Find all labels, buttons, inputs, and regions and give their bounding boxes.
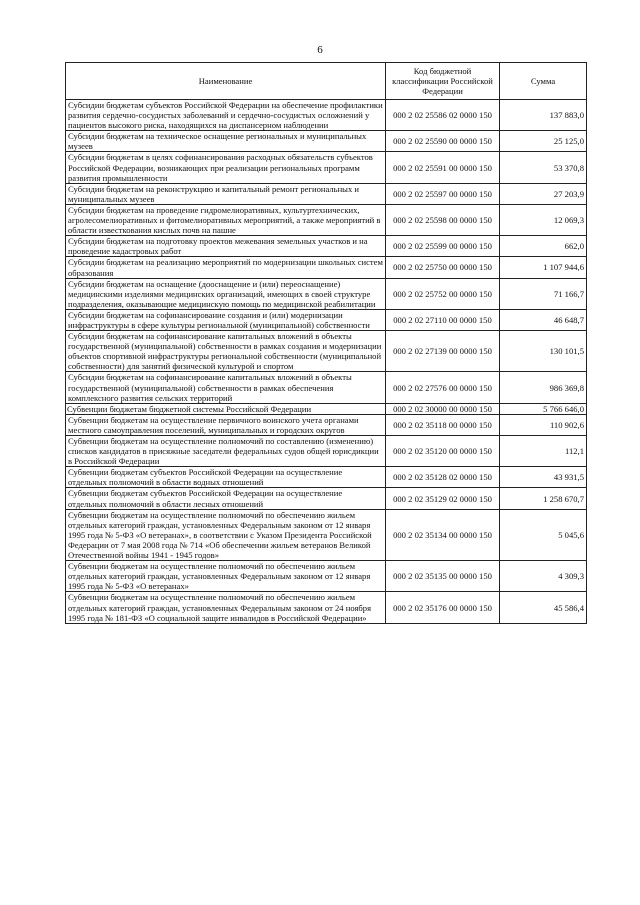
cell-code: 000 2 02 27139 00 0000 150 — [386, 331, 500, 372]
cell-sum: 4 309,3 — [500, 561, 587, 592]
table-body — [66, 100, 587, 624]
cell-sum: 71 166,7 — [500, 278, 587, 309]
table-row — [66, 331, 587, 372]
cell-sum: 112,1 — [500, 436, 587, 467]
header-row — [66, 63, 587, 100]
cell-code: 000 2 02 35176 00 0000 150 — [386, 592, 500, 623]
cell-code: 000 2 02 25750 00 0000 150 — [386, 257, 500, 278]
cell-code: 000 2 02 27110 00 0000 150 — [386, 309, 500, 330]
cell-sum: 986 369,8 — [500, 372, 587, 403]
table-header — [66, 63, 587, 100]
cell-code: 000 2 02 30000 00 0000 150 — [386, 403, 500, 414]
table-row — [66, 372, 587, 403]
cell-name: Субсидии бюджетам на реализацию мероприятий по модернизации школьных систем образования — [66, 257, 386, 278]
cell-sum: 45 586,4 — [500, 592, 587, 623]
cell-name: Субсидии бюджетам на софинансирование капитальных вложений в объекты государственной (муниципальной) собственности в рамках создания и модернизации объектов спортивной инфраструктуры региональной собственности (муниципальной собственности) для занятий физической культурой и спортом — [66, 331, 386, 372]
cell-sum: 12 069,3 — [500, 204, 587, 235]
cell-name: Субсидии бюджетам на техническое оснащение региональных и муниципальных музеев — [66, 131, 386, 152]
cell-sum: 25 125,0 — [500, 131, 587, 152]
cell-code: 000 2 02 27576 00 0000 150 — [386, 372, 500, 403]
table-row — [66, 100, 587, 131]
cell-name: Субвенции бюджетам субъектов Российской Федерации на осуществление отдельных полномочий в области лесных отношений — [66, 488, 386, 509]
budget-table — [65, 62, 587, 624]
cell-name: Субсидии бюджетам на проведение гидромелиоративных, культуртехнических, агролесомелиоративных и фитомелиоративных мероприятий, а также мероприятий в области известкования кислых почв на пашне — [66, 204, 386, 235]
table-row — [66, 467, 587, 488]
table-row — [66, 278, 587, 309]
cell-code: 000 2 02 25597 00 0000 150 — [386, 183, 500, 204]
table-row — [66, 509, 587, 560]
table-row — [66, 436, 587, 467]
table-row — [66, 309, 587, 330]
table-row-subtotal — [66, 403, 587, 414]
table-row — [66, 236, 587, 257]
cell-code: 000 2 02 35134 00 0000 150 — [386, 509, 500, 560]
table-row — [66, 257, 587, 278]
table-row — [66, 488, 587, 509]
cell-sum: 46 648,7 — [500, 309, 587, 330]
cell-sum: 137 883,0 — [500, 100, 587, 131]
cell-sum: 43 931,5 — [500, 467, 587, 488]
cell-name: Субсидии бюджетам на реконструкцию и капитальный ремонт региональных и муниципальных музеев — [66, 183, 386, 204]
table-row — [66, 204, 587, 235]
table-row — [66, 414, 587, 435]
cell-code: 000 2 02 35118 00 0000 150 — [386, 414, 500, 435]
cell-code: 000 2 02 35129 02 0000 150 — [386, 488, 500, 509]
cell-name: Субсидии бюджетам на софинансирование создания и (или) модернизации инфраструктуры в сфере культуры региональной (муниципальной) собственности — [66, 309, 386, 330]
cell-sum: 1 258 670,7 — [500, 488, 587, 509]
cell-sum: 662,0 — [500, 236, 587, 257]
cell-code: 000 2 02 25599 00 0000 150 — [386, 236, 500, 257]
cell-name: Субвенции бюджетам субъектов Российской Федерации на осуществление отдельных полномочий в области водных отношений — [66, 467, 386, 488]
table-row — [66, 131, 587, 152]
table-row — [66, 592, 587, 623]
table-row — [66, 183, 587, 204]
cell-code: 000 2 02 35128 02 0000 150 — [386, 467, 500, 488]
cell-name: Субсидии бюджетам в целях софинансирования расходных обязательств субъектов Российской Федерации, возникающих при реализации региональных программ развития промышленности — [66, 152, 386, 183]
header-sum: Сумма — [500, 63, 587, 100]
cell-code: 000 2 02 25598 00 0000 150 — [386, 204, 500, 235]
cell-code: 000 2 02 25586 02 0000 150 — [386, 100, 500, 131]
cell-name: Субсидии бюджетам на подготовку проектов межевания земельных участков и на проведение кадастровых работ — [66, 236, 386, 257]
cell-code: 000 2 02 25591 00 0000 150 — [386, 152, 500, 183]
cell-name: Субсидии бюджетам на оснащение (дооснащение и (или) переоснащение) медицинскими изделиями медицинских организаций, имеющих в своей структуре подразделения, оказывающие медицинскую помощь по медицинской реабилитации — [66, 278, 386, 309]
page-number: 6 — [317, 44, 323, 56]
cell-sum: 130 101,5 — [500, 331, 587, 372]
cell-name: Субвенции бюджетам бюджетной системы Российской Федерации — [66, 403, 386, 414]
table-row — [66, 561, 587, 592]
cell-sum: 5 766 646,0 — [500, 403, 587, 414]
cell-code: 000 2 02 25590 00 0000 150 — [386, 131, 500, 152]
cell-sum: 53 370,8 — [500, 152, 587, 183]
table-row — [66, 152, 587, 183]
cell-sum: 5 045,6 — [500, 509, 587, 560]
cell-name: Субвенции бюджетам на осуществление полномочий по обеспечению жильем отдельных категорий граждан, установленных Федеральным законом от 24 ноября 1995 года № 181-ФЗ «О социальной защите инвалидов в Российской Федерации» — [66, 592, 386, 623]
cell-name: Субвенции бюджетам на осуществление полномочий по обеспечению жильем отдельных категорий граждан, установленных Федеральным законом от 12 января 1995 года № 5-ФЗ «О ветеранах» — [66, 561, 386, 592]
cell-sum: 110 902,6 — [500, 414, 587, 435]
cell-code: 000 2 02 25752 00 0000 150 — [386, 278, 500, 309]
cell-name: Субвенции бюджетам на осуществление полномочий по составлению (изменению) списков кандидатов в присяжные заседатели федеральных судов общей юрисдикции в Российской Федерации — [66, 436, 386, 467]
header-name: Наименование — [66, 63, 386, 100]
cell-name: Субвенции бюджетам на осуществление полномочий по обеспечению жильем отдельных категорий граждан, установленных Федеральным законом от 12 января 1995 года № 5-ФЗ «О ветеранах», в соответствии с Указом Президента Российской Федерации от 7 мая 2008 года № 714 «Об обеспечении жильем ветеранов Великой Отечественной войны 1941 - 1945 годов» — [66, 509, 386, 560]
cell-name: Субвенции бюджетам на осуществление первичного воинского учета органами местного самоуправления поселений, муниципальных и городских округов — [66, 414, 386, 435]
header-code: Код бюджетной классификации Российской Федерации — [386, 63, 500, 100]
cell-code: 000 2 02 35135 00 0000 150 — [386, 561, 500, 592]
cell-sum: 1 107 944,6 — [500, 257, 587, 278]
cell-sum: 27 203,9 — [500, 183, 587, 204]
cell-name: Субсидии бюджетам субъектов Российской Федерации на обеспечение профилактики развития сердечно-сосудистых заболеваний и сердечно-сосудистых осложнений у пациентов высокого риска, находящихся на диспансерном наблюдении — [66, 100, 386, 131]
cell-code: 000 2 02 35120 00 0000 150 — [386, 436, 500, 467]
cell-name: Субсидии бюджетам на софинансирование капитальных вложений в объекты государственной (муниципальной) собственности в рамках обеспечения комплексного развития сельских территорий — [66, 372, 386, 403]
